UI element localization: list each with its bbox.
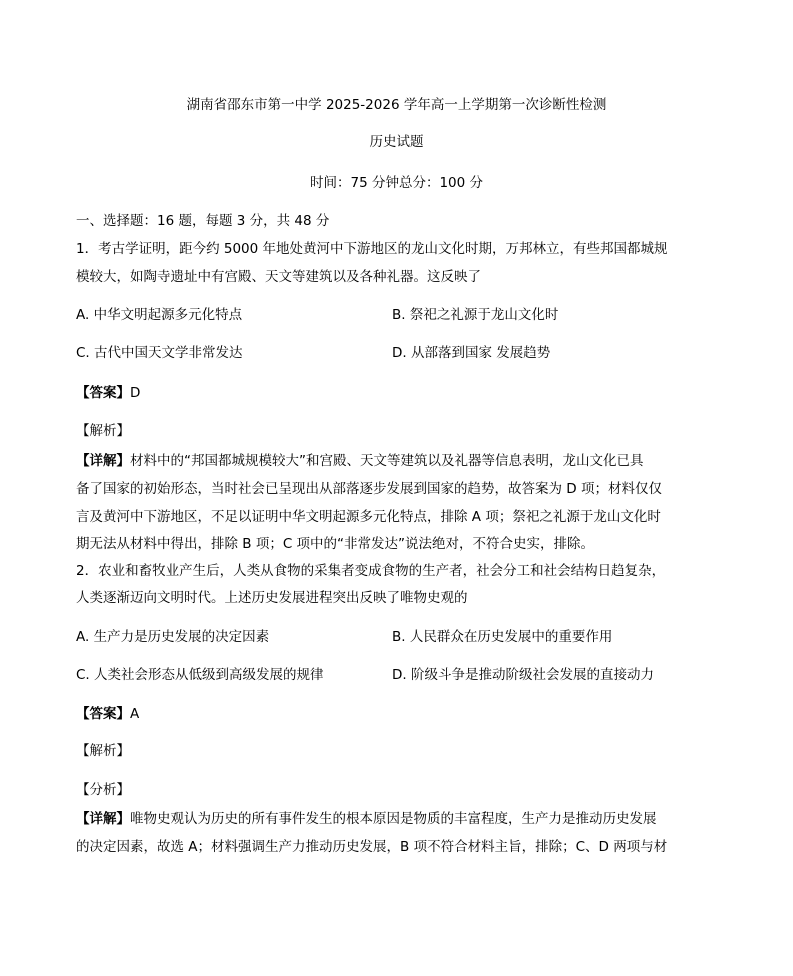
q1-option-b: B. 祭祀之礼源于龙山文化时 [392,307,559,323]
q2-option-a: A. 生产力是历史发展的决定因素 [76,629,270,645]
q2-option-c: C. 人类社会形态从低级到高级发展的规律 [76,667,324,683]
q2-detail-text1: 唯物史观认为历史的所有事件发生的根本原因是物质的丰富程度，生产力是推动历史发展 [130,811,657,827]
q1-option-c: C. 古代中国天文学非常发达 [76,345,243,361]
q2-option-d: D. 阶级斗争是推动阶级社会发展的直接动力 [392,667,654,683]
section-heading: 一、选择题：16 题，每题 3 分，共 48 分 [76,213,330,229]
q1-analysis-tag: 【解析】 [76,423,130,439]
q1-option-a: A. 中华文明起源多元化特点 [76,307,243,323]
q2-stem-line2: 人类逐渐迈向文明时代。上述历史发展进程突出反映了唯物史观的 [76,590,468,606]
q2-analysis-tag: 【解析】 [76,743,130,759]
q1-detail-tag: 【详解】 [76,453,130,469]
q1-stem-line2: 模较大，如陶寺遗址中有宫殿、天文等建筑以及各种礼器。这反映了 [76,269,481,285]
q2-stem-line1: 2．农业和畜牧业产生后，人类从食物的采集者变成食物的生产者，社会分工和社会结构日趋复杂， [76,563,666,579]
q2-option-b: B. 人民群众在历史发展中的重要作用 [392,629,613,645]
q1-detail-text1: 材料中的“邦国都城规模较大”和宫殿、天文等建筑以及礼器等信息表明，龙山文化已具 [130,453,644,469]
q2-answer [76,705,139,723]
q1-answer-value: D [130,385,141,401]
q2-detail-line2: 的决定因素，故选 A；材料强调生产力推动历史发展，B 项不符合材料主旨，排除；C、D 两项与材 [76,839,668,855]
q1-detail-line1 [76,452,644,470]
q2-analysis2-tag: 【分析】 [76,782,130,798]
q1-stem-line1: 1．考古学证明，距今约 5000 年地处黄河中下游地区的龙山文化时期，万邦林立，有些邦国都城规 [76,241,668,257]
q1-detail-line3: 言及黄河中下游地区，不足以证明中华文明起源多元化特点，排除 A 项；祭祀之礼源于龙山文化时 [76,509,661,525]
exam-info: 时间：75 分钟总分：100 分 [309,175,484,191]
q2-answer-tag: 【答案】 [76,706,130,722]
q2-detail-line1 [76,810,657,828]
exam-title: 湖南省邵东市第一中学 2025-2026 学年高一上学期第一次诊断性检测 [186,97,607,113]
q1-detail-line2: 备了国家的初始形态，当时社会已呈现出从部落逐步发展到国家的趋势，故答案为 D 项；材料仅仅 [76,481,662,497]
q1-option-d: D. 从部落到国家 发展趋势 [392,345,551,361]
q1-answer [76,384,140,402]
q2-answer-value: A [130,706,140,722]
q1-answer-tag: 【答案】 [76,385,130,401]
q1-detail-line4: 期无法从材料中得出，排除 B 项；C 项中的“非常发达”说法绝对，不符合史实，排除。 [76,536,595,552]
q2-detail-tag: 【详解】 [76,811,130,827]
subject-title: 历史试题 [369,134,424,150]
